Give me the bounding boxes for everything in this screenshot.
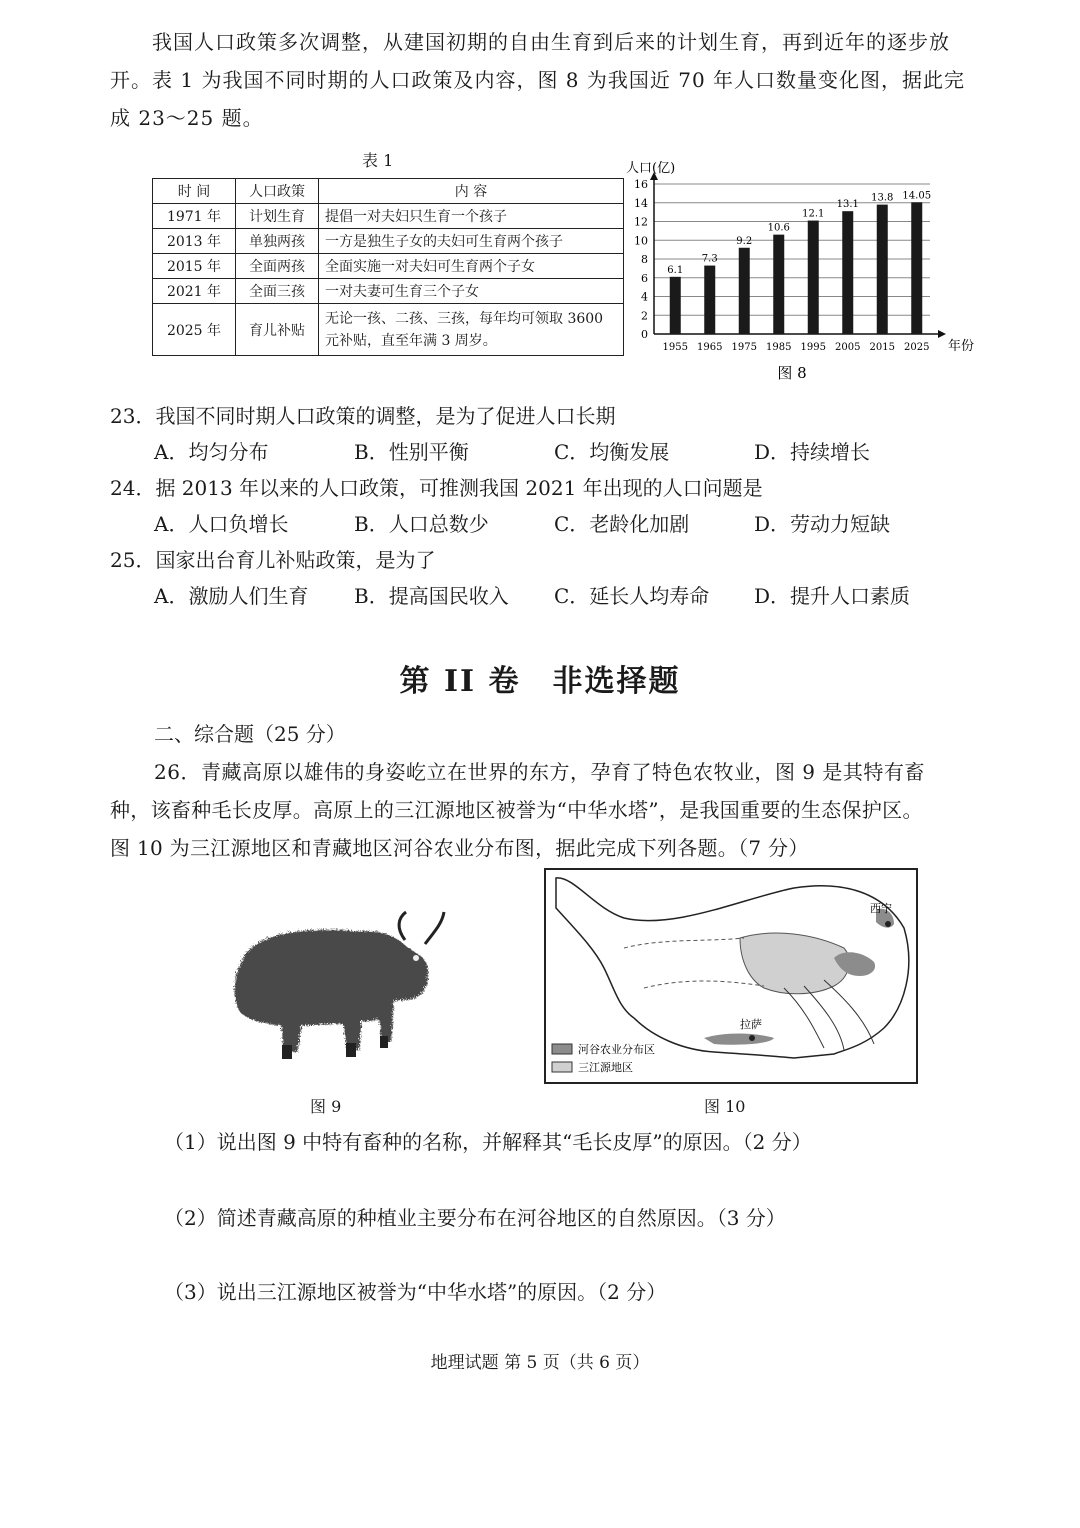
cell-policy: 全面三孩: [236, 279, 319, 304]
x-tick-label: 1995: [800, 342, 826, 353]
bar: [704, 266, 715, 334]
intro-line-2: 开。表 1 为我国不同时期的人口政策及内容，图 8 为我国近 70 年人口数量变化图，据此完: [110, 68, 966, 92]
y-tick-label: 2: [641, 309, 648, 323]
table-row: [153, 254, 624, 279]
population-bar-chart: [624, 152, 974, 392]
cell-time: 2021 年: [153, 279, 236, 304]
y-axis-label: 人口(亿): [626, 161, 676, 176]
q24-option-d: D．劳动力短缺: [754, 512, 891, 536]
q24-option-b: B．人口总数少: [354, 512, 489, 536]
x-tick-label: 1985: [766, 342, 792, 353]
bar: [739, 248, 750, 334]
cell-content: 无论一孩、二孩、三孩，每年均可领取 3600 元补贴，直至年满 3 周岁。: [319, 304, 624, 356]
figure-10-caption: 图 10: [704, 1097, 746, 1116]
q26-line-2: 种，该畜种毛长皮厚。高原上的三江源地区被誉为“中华水塔”，是我国重要的生态保护区。: [110, 798, 923, 822]
x-tick-label: 1955: [662, 342, 688, 353]
cell-policy: 育儿补贴: [236, 304, 319, 356]
cell-time: 2013 年: [153, 229, 236, 254]
intro-line-1: 我国人口政策多次调整，从建国初期的自由生育到后来的计划生育，再到近年的逐步放: [152, 30, 950, 54]
bar: [773, 235, 784, 334]
q26-line-3: 图 10 为三江源地区和青藏地区河谷农业分布图，据此完成下列各题。（7 分）: [110, 836, 809, 860]
y-tick-label: 14: [634, 196, 648, 210]
table-header-row: [153, 179, 624, 204]
legend-swatch-valley: [552, 1044, 572, 1054]
q26-subquestion-3: （3）说出三江源地区被誉为“中华水塔”的原因。（2 分）: [164, 1280, 667, 1304]
q23-option-b: B．性别平衡: [354, 440, 469, 464]
bar: [670, 277, 681, 334]
legend-swatch-sanjiangyuan: [552, 1062, 572, 1072]
y-tick-label: 6: [641, 271, 648, 285]
q25-option-a: A．激励人们生育: [154, 584, 309, 608]
cell-content: 提倡一对夫妇只生育一个孩子: [319, 204, 624, 229]
cell-policy: 单独两孩: [236, 229, 319, 254]
bar-value-label: 14.05: [902, 190, 932, 202]
table-row: [153, 229, 624, 254]
x-tick-label: 2005: [835, 342, 861, 353]
q26-line-1: 26．青藏高原以雄伟的身姿屹立在世界的东方，孕育了特色农牧业，图 9 是其特有畜: [154, 760, 925, 784]
bar-value-label: 13.8: [871, 192, 894, 204]
section-title: 第 II 卷 非选择题: [399, 664, 681, 699]
legend-valley-agri: 河谷农业分布区: [578, 1043, 655, 1056]
header-content: 内 容: [319, 179, 624, 204]
bar-value-label: 13.1: [836, 199, 859, 211]
x-tick-label: 2025: [904, 342, 930, 353]
q23-option-d: D．持续增长: [754, 440, 871, 464]
bar-value-label: 9.2: [736, 235, 753, 247]
bar: [911, 202, 922, 334]
q25-option-d: D．提升人口素质: [754, 584, 911, 608]
bar-value-label: 12.1: [802, 208, 825, 220]
y-tick-label: 10: [634, 234, 648, 248]
bar: [877, 205, 888, 334]
intro-line-3: 成 23～25 题。: [110, 106, 264, 130]
table-row: [153, 204, 624, 229]
x-axis-arrow: [938, 330, 946, 338]
cell-content: 一对夫妻可生育三个子女: [319, 279, 624, 304]
bar: [808, 221, 819, 334]
header-policy: 人口政策: [236, 179, 319, 204]
y-tick-label: 16: [634, 178, 648, 191]
bar-value-label: 10.6: [767, 222, 790, 234]
cell-time: 2025 年: [153, 304, 236, 356]
xining-city-marker: [885, 921, 891, 927]
cell-content: 一方是独生子女的夫妇可生育两个孩子: [319, 229, 624, 254]
x-tick-label: 2015: [869, 342, 895, 353]
q23-option-a: A．均匀分布: [154, 440, 269, 464]
cell-time: 1971 年: [153, 204, 236, 229]
y-tick-label: 4: [641, 290, 648, 304]
yak-illustration: [220, 900, 460, 1070]
qinghai-tibet-map: [544, 868, 918, 1084]
cell-content: 全面实施一对夫妇可生育两个子女: [319, 254, 624, 279]
cell-policy: 计划生育: [236, 204, 319, 229]
bar: [842, 211, 853, 334]
q24-option-a: A．人口负增长: [154, 512, 289, 536]
header-time: 时 间: [153, 179, 236, 204]
figure-9-caption: 图 9: [310, 1097, 342, 1116]
x-axis-label: 年份: [948, 339, 974, 354]
y-tick-label: 12: [634, 215, 648, 229]
q25-option-c: C．延长人均寿命: [554, 584, 710, 608]
y-tick-label: 8: [641, 253, 648, 266]
cell-policy: 全面两孩: [236, 254, 319, 279]
legend-sanjiangyuan: 三江源地区: [578, 1061, 633, 1074]
question-24-stem: 24．据 2013 年以来的人口政策，可推测我国 2021 年出现的人口问题是: [110, 476, 763, 500]
bar-value-label: 6.1: [667, 264, 684, 276]
q24-option-c: C．老龄化加剧: [554, 512, 690, 536]
figure-8-caption: 图 8: [777, 364, 807, 382]
bar-value-label: 7.3: [701, 253, 718, 265]
y-tick-label: 0: [641, 328, 648, 341]
lasa-label: 拉萨: [740, 1018, 762, 1031]
question-23-stem: 23．我国不同时期人口政策的调整，是为了促进人口长期: [110, 404, 616, 428]
q23-option-c: C．均衡发展: [554, 440, 670, 464]
table-caption: 表 1: [362, 151, 394, 170]
lasa-city-marker: [749, 1035, 755, 1041]
q25-option-b: B．提高国民收入: [354, 584, 509, 608]
table-row: [153, 279, 624, 304]
x-tick-label: 1975: [731, 342, 757, 353]
x-tick-label: 1965: [697, 342, 723, 353]
table-row: [153, 304, 624, 356]
q26-subquestion-1: （1）说出图 9 中特有畜种的名称，并解释其“毛长皮厚”的原因。（2 分）: [164, 1130, 812, 1154]
question-25-stem: 25．国家出台育儿补贴政策，是为了: [110, 548, 436, 572]
policy-table: [152, 178, 624, 356]
q26-subquestion-2: （2）简述青藏高原的种植业主要分布在河谷地区的自然原因。（3 分）: [164, 1206, 786, 1230]
section-subtitle: 二、综合题（25 分）: [154, 722, 346, 746]
cell-time: 2015 年: [153, 254, 236, 279]
page-footer: 地理试题 第 5 页（共 6 页）: [430, 1353, 650, 1373]
xining-label: 西宁: [870, 902, 892, 915]
